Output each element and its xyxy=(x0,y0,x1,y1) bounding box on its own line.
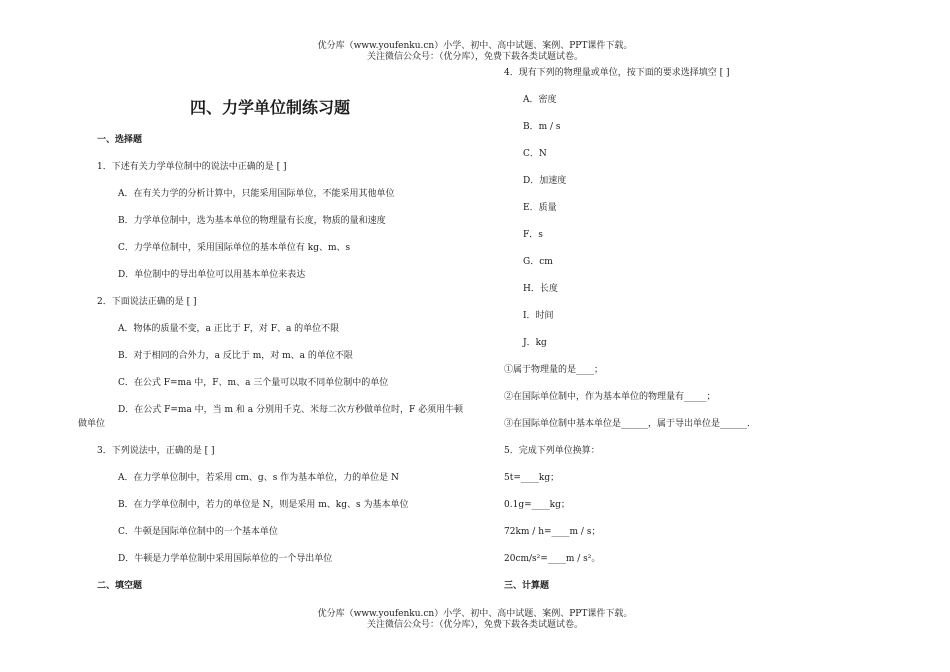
question-5-item-4: 20cm/s²=____m / s²。 xyxy=(504,554,601,564)
question-2-stem: 2．下面说法正确的是 [ ] xyxy=(97,297,197,307)
question-4-option-a: A．密度 xyxy=(523,95,557,105)
question-2-option-b: B．对于相同的合外力，a 反比于 m，对 m、a 的单位不限 xyxy=(118,351,353,361)
question-4-option-g: G．cm xyxy=(523,257,553,267)
question-4-option-h: H．长度 xyxy=(523,284,558,294)
question-3-option-a: A．在力学单位制中，若采用 cm、g、s 作为基本单位，力的单位是 N xyxy=(118,473,399,483)
question-4-fill-1: ①属于物理量的是____； xyxy=(504,365,604,375)
question-3-stem: 3．下列说法中，正确的是 [ ] xyxy=(97,446,215,456)
section-calc-heading: 三、计算题 xyxy=(504,581,550,591)
question-2-option-d-continued: 做单位 xyxy=(78,419,106,429)
question-2-option-c: C．在公式 F=ma 中，F、m、a 三个量可以取不同单位制中的单位 xyxy=(118,378,389,388)
question-4-option-d: D．加速度 xyxy=(523,176,567,186)
question-3-option-d: D．牛顿是力学单位制中采用国际单位的一个导出单位 xyxy=(118,554,333,564)
question-3-option-b: B．在力学单位制中，若力的单位是 N，则是采用 m、kg、s 为基本单位 xyxy=(118,500,409,510)
question-4-option-i: I．时间 xyxy=(523,311,554,321)
question-5-item-1: 5t=____kg； xyxy=(504,473,560,483)
question-2-option-d: D．在公式 F=ma 中，当 m 和 a 分别用千克、米每二次方秒做单位时，F 必须用牛顿 xyxy=(118,405,464,415)
question-5-item-2: 0.1g=____kg； xyxy=(504,500,570,510)
header-line-1: 优分库（www.youfenku.cn）小学、初中、高中试题、案例、PPT课件下载。 xyxy=(317,41,633,51)
question-4-option-e: E．质量 xyxy=(523,203,557,213)
footer-line-2: 关注微信公众号：（优分库），免费下载各类试题试卷。 xyxy=(366,620,583,630)
page-title: 四、力学单位制练习题 xyxy=(190,98,351,117)
question-1-option-b: B．力学单位制中，选为基本单位的物理量有长度，物质的量和速度 xyxy=(118,216,386,226)
question-1-option-a: A．在有关力学的分析计算中，只能采用国际单位，不能采用其他单位 xyxy=(118,189,395,199)
question-1-option-c: C．力学单位制中，采用国际单位的基本单位有 kg、m、s xyxy=(118,243,351,253)
question-4-fill-3: ③在国际单位制中基本单位是______，属于导出单位是______． xyxy=(504,419,757,429)
footer-line-1: 优分库（www.youfenku.cn）小学、初中、高中试题、案例、PPT课件下载。 xyxy=(317,609,633,619)
question-3-option-c: C．牛顿是国际单位制中的一个基本单位 xyxy=(118,527,278,537)
question-4-stem: 4．现有下列的物理量或单位，按下面的要求选择填空 [ ] xyxy=(504,68,730,78)
question-1-stem: 1．下述有关力学单位制中的说法中正确的是 [ ] xyxy=(97,162,287,172)
question-4-option-b: B．m / s xyxy=(523,122,561,132)
header-line-2: 关注微信公众号：（优分库），免费下载各类试题试卷。 xyxy=(366,52,583,62)
question-4-option-j: J．kg xyxy=(523,338,547,348)
question-4-fill-2: ②在国际单位制中，作为基本单位的物理量有_____； xyxy=(504,392,716,402)
question-4-option-c: C．N xyxy=(523,149,547,159)
question-5-item-3: 72km / h=____m / s； xyxy=(504,527,601,537)
question-5-stem: 5．完成下列单位换算： xyxy=(504,446,600,456)
question-2-option-a: A．物体的质量不变，a 正比于 F，对 F、a 的单位不限 xyxy=(118,324,340,334)
question-4-option-f: F．s xyxy=(523,230,543,240)
section-choice-heading: 一、选择题 xyxy=(97,135,143,145)
section-fill-heading: 二、填空题 xyxy=(97,581,143,591)
question-1-option-d: D．单位制中的导出单位可以用基本单位来表达 xyxy=(118,270,306,280)
